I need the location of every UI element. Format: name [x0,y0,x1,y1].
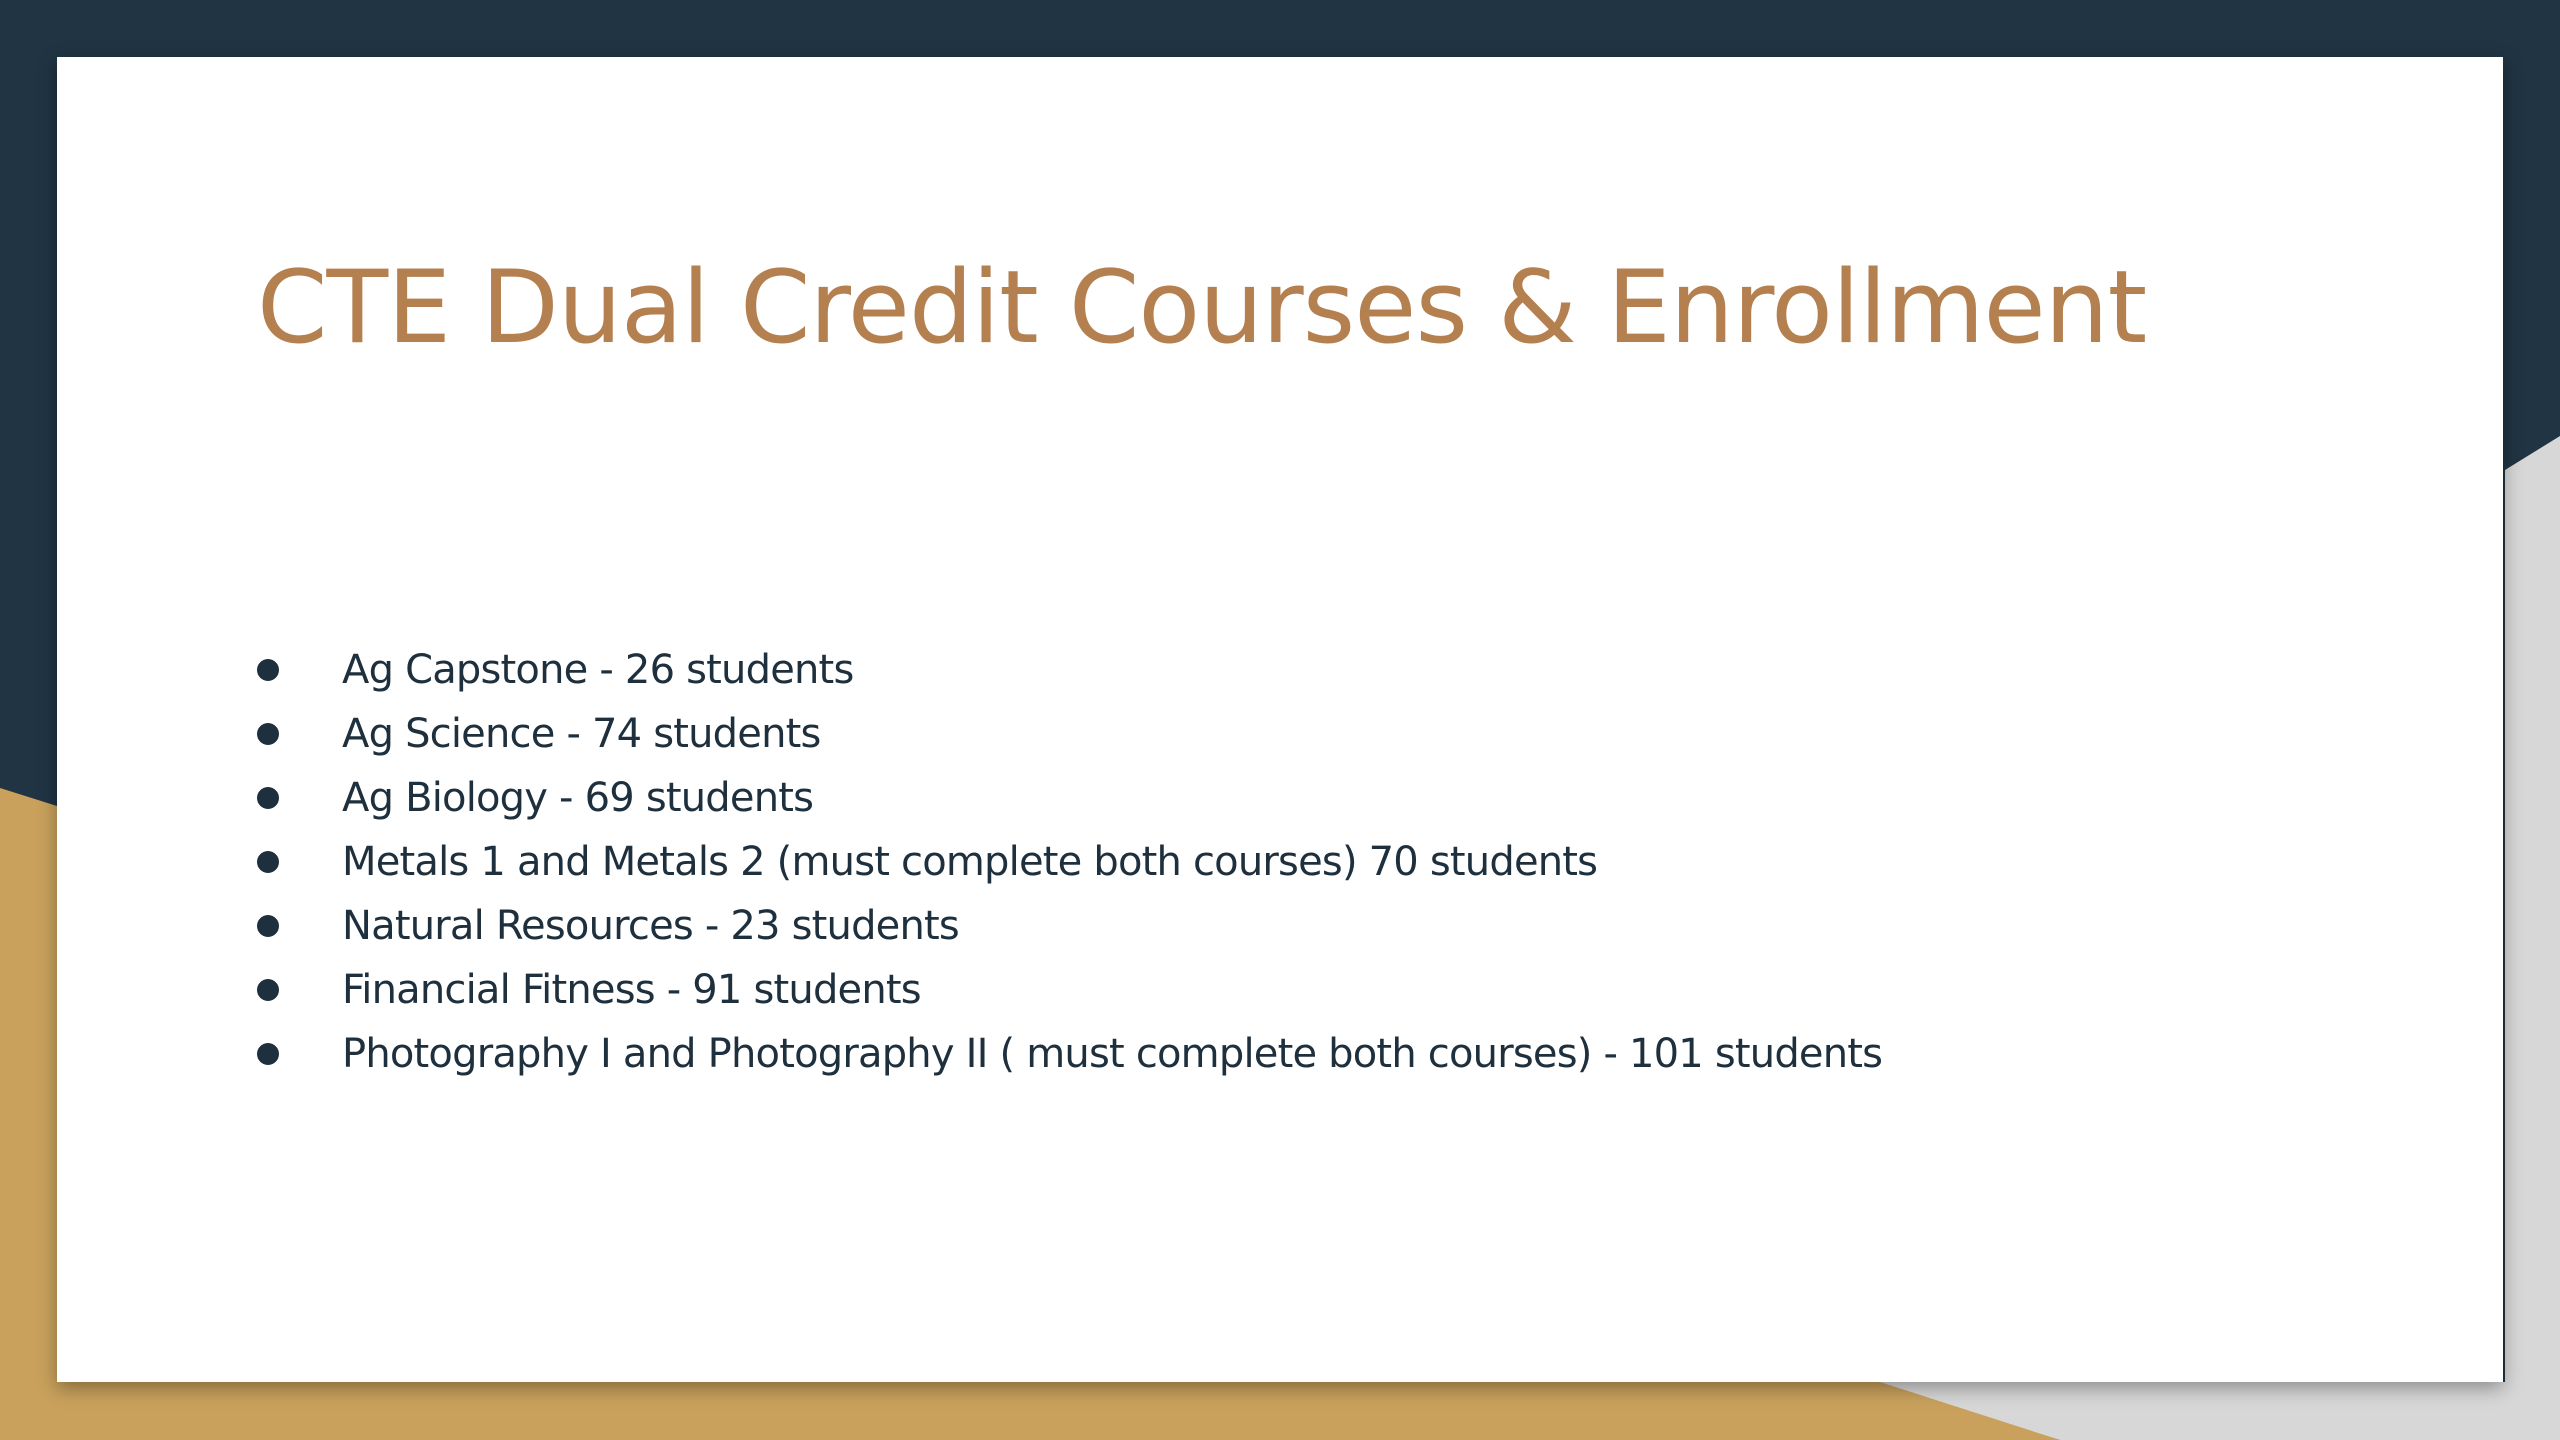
list-item [257,1022,1882,1086]
bullet-icon [257,723,279,745]
bullet-icon [257,979,279,1001]
slide-title: CTE Dual Credit Courses & Enrollment [257,248,2147,366]
list-item [257,894,1882,958]
bullet-icon [257,915,279,937]
bullet-icon [257,1043,279,1065]
list-item [257,766,1882,830]
list-item [257,830,1882,894]
course-item-text: Natural Resources - 23 students [342,903,959,949]
course-item-text: Financial Fitness - 91 students [342,967,921,1013]
bullet-icon [257,787,279,809]
course-list [257,638,1882,1086]
course-item-text: Photography I and Photography II ( must complete both courses) - 101 students [342,1031,1883,1077]
course-item-text: Ag Biology - 69 students [342,775,814,821]
gray-accent-shape [2505,436,2560,1440]
slide-card [57,57,2503,1382]
course-item-text: Ag Capstone - 26 students [342,647,854,693]
course-item-text: Metals 1 and Metals 2 (must complete both courses) 70 students [342,839,1598,885]
list-item [257,958,1882,1022]
bullet-icon [257,851,279,873]
bullet-icon [257,659,279,681]
list-item [257,638,1882,702]
course-item-text: Ag Science - 74 students [342,711,821,757]
list-item [257,702,1882,766]
